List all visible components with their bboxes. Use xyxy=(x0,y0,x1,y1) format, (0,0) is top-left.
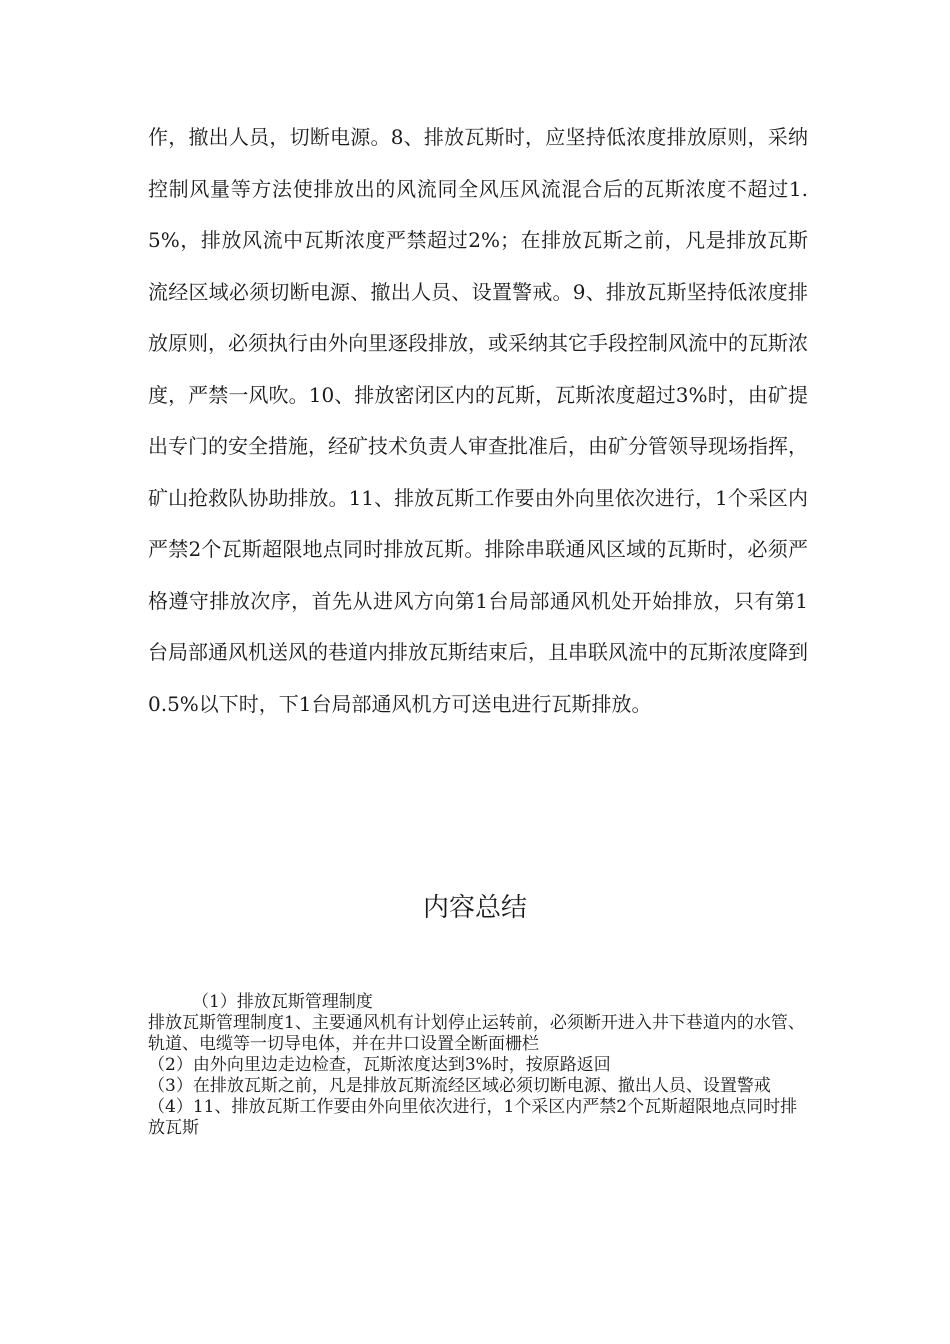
summary-item: （4）11、排放瓦斯工作要由外向里依次进行，1个采区内严禁2个瓦斯超限地点同时排放瓦斯 xyxy=(148,1097,798,1138)
summary-item: 排放瓦斯管理制度1、主要通风机有计划停止运转前，必须断开进入井下巷道内的水管、轨道、电缆等一切导电体，并在井口设置全断面栅栏 xyxy=(148,1013,805,1054)
body-paragraph: 作，撤出人员，切断电源。8、排放瓦斯时，应坚持低浓度排放原则，采纳控制风量等方法使排放出的风流同全风压风流混合后的瓦斯浓度不超过1.5%，排放风流中瓦斯浓度严禁超过2%；在排放瓦斯之前，凡是排放瓦斯流经区域必须切断电源、撤出人员、设置警戒。9、排放瓦斯坚持低浓度排放原则，必须执行由外向里逐段排放，或采纳其它手段控制风流中的瓦斯浓度，严禁一风吹。10、排放密闭区内的瓦斯，瓦斯浓度超过3%时，由矿提出专门的安全措施，经矿技术负责人审查批准后，由矿分管领导现场指挥，矿山抢救队协助排放。11、排放瓦斯工作要由外向里依次进行，1个采区内严禁2个瓦斯超限地点同时排放瓦斯。排除串联通风区域的瓦斯时，必须严格遵守排放次序，首先从进风方向第1台局部通风机处开始排放，只有第1台局部通风机送风的巷道内排放瓦斯结束后，且串联风流中的瓦斯浓度降到0.5%以下时，下1台局部通风机方可送电进行瓦斯排放。 xyxy=(148,125,808,716)
summary-item: （3）在排放瓦斯之前，凡是排放瓦斯流经区域必须切断电源、撤出人员、设置警戒 xyxy=(148,1076,771,1096)
summary-item: （2）由外向里边走边检查，瓦斯浓度达到3%时，按原路返回 xyxy=(148,1055,611,1075)
summary-item: （1）排放瓦斯管理制度 xyxy=(192,992,373,1012)
summary-heading: 内容总结 xyxy=(422,893,527,923)
summary-list xyxy=(148,992,808,1139)
